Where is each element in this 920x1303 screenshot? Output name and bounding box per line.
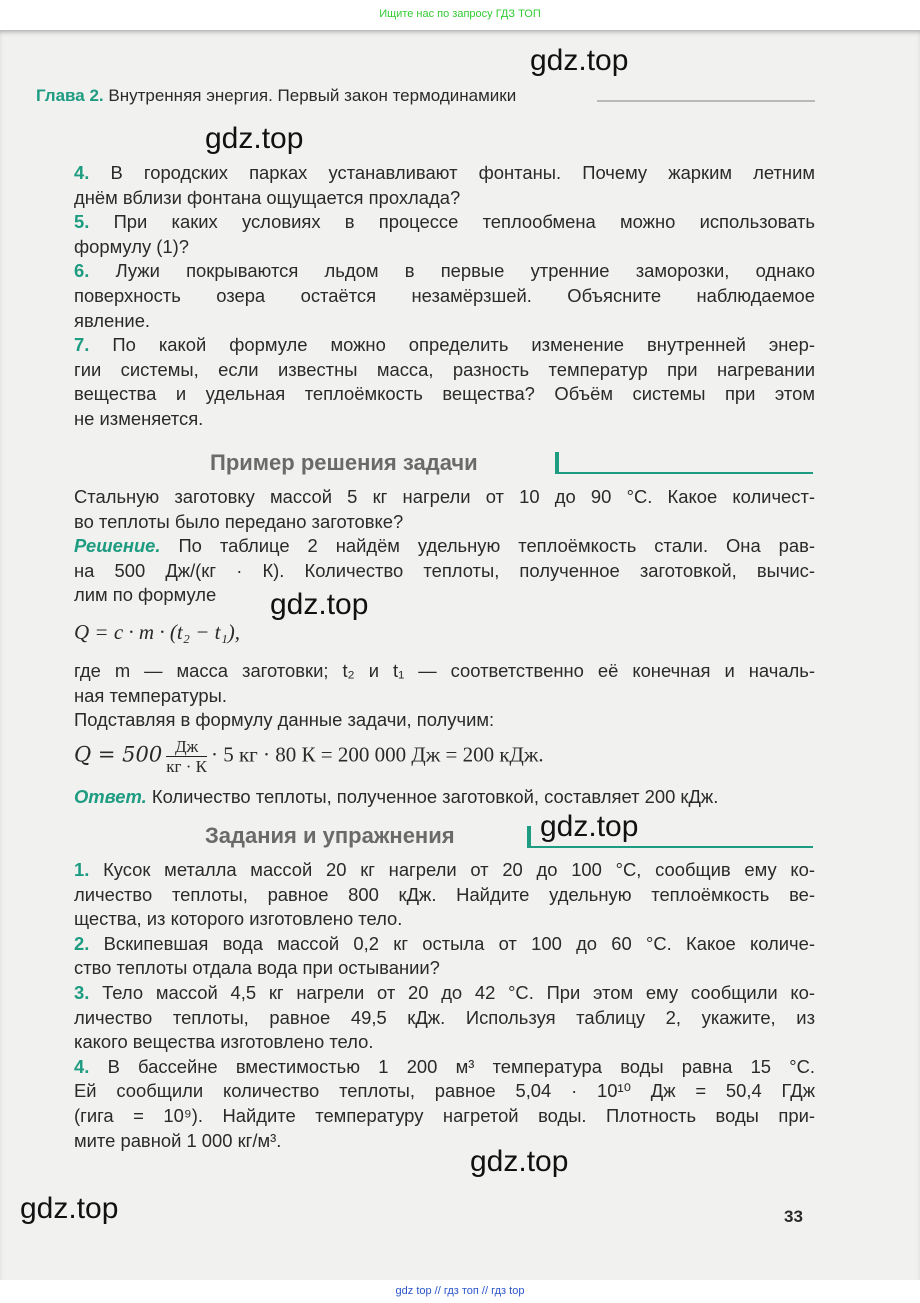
- exercise-2: 2. Вскипевшая вода массой 0,2 кг остыла от 100 до 60 °С. Какое количе-: [74, 932, 815, 954]
- exercise-line: ство теплоты отдала вода при остывании?: [74, 957, 440, 979]
- question-line: гии системы, если известны масса, разность температур при нагревании: [74, 358, 815, 380]
- exercise-line: Ей сообщили количество теплоты, равное 5,04 · 10¹⁰ Дж = 50,4 ГДж: [74, 1080, 815, 1102]
- exercise-4: 4. В бассейне вместимостью 1 200 м³ температура воды равна 15 °С.: [74, 1055, 815, 1077]
- formula-calculation: [74, 737, 544, 776]
- page-number: 33: [784, 1207, 803, 1226]
- fraction-denominator: кг · К: [166, 757, 207, 776]
- question-line: вещества и удельная теплоёмкость вещества? Объём системы при этом: [74, 383, 815, 405]
- exercise-line: личество теплоты, равное 800 кДж. Найдите удельную теплоёмкость ве-: [74, 883, 815, 905]
- example-answer: [74, 785, 815, 810]
- question-5: 5. При каких условиях в процессе теплообмена можно использовать: [74, 211, 815, 233]
- exercise-line: (гига = 10⁹). Найдите температуру нагретой воды. Плотность воды при-: [74, 1104, 815, 1126]
- heading-accent: [555, 452, 559, 474]
- question-line: днём вблизи фонтана ощущается прохлада?: [74, 186, 461, 208]
- watermark: gdz.top: [470, 1145, 569, 1178]
- heading-rule: [555, 472, 813, 474]
- exercise-3: 3. Тело массой 4,5 кг нагрели от 20 до 42 °С. При этом ему сообщили ко-: [74, 981, 815, 1003]
- answer-label: Ответ.: [74, 786, 147, 807]
- question-7: 7. По какой формуле можно определить изменение внутренней энер-: [74, 334, 815, 356]
- exercise-line: щества, из которого изготовлено тело.: [74, 908, 403, 930]
- question-6: 6. Лужи покрываются льдом в первые утренние заморозки, однако: [74, 260, 815, 282]
- heading-rule: [527, 846, 813, 848]
- where-line: ная температуры.: [74, 684, 227, 706]
- problem-line: Стальную заготовку массой 5 кг нагрели от 10 до 90 °С. Какое количест-: [74, 486, 815, 507]
- solution-line: Решение. По таблице 2 найдём удельную теплоёмкость стали. Она рав-: [74, 535, 815, 557]
- answer-text: Количество теплоты, полученное заготовкой, составляет 200 кДж.: [151, 786, 719, 807]
- footer-links[interactable]: gdz top // гдз топ // гдз top: [0, 1280, 920, 1303]
- example-heading: Пример решения задачи: [210, 450, 478, 475]
- exercises-heading: Задания и упражнения: [205, 823, 455, 848]
- question-4: 4. В городских парках устанавливают фонтаны. Почему жарким летним: [74, 162, 815, 183]
- chapter-title: Внутренняя энергия. Первый закон термодинамики: [108, 86, 517, 105]
- formula-left: Q = 500: [74, 742, 163, 767]
- questions-list: [74, 161, 815, 432]
- exercise-line: личество теплоты, равное 49,5 кДж. Используя таблицу 2, укажите, из: [74, 1006, 815, 1028]
- fraction: [166, 737, 207, 776]
- watermark: gdz.top: [270, 588, 369, 621]
- watermark: gdz.top: [205, 122, 304, 155]
- watermark: gdz.top: [530, 44, 629, 77]
- exercise-line: мите равной 1 000 кг/м³.: [74, 1129, 282, 1151]
- exercises-list: [74, 858, 815, 1153]
- chapter-header: [36, 86, 516, 106]
- substitute-line: Подставляя в формулу данные задачи, получим:: [74, 709, 495, 731]
- fraction-numerator: Дж: [166, 737, 207, 757]
- exercise-line: какого вещества изготовлено тело.: [74, 1031, 374, 1053]
- question-line: явление.: [74, 309, 151, 331]
- question-line: формулу (1)?: [74, 235, 189, 257]
- solution-line: на 500 Дж/(кг · К). Количество теплоты, полученное заготовкой, вычис-: [74, 559, 815, 581]
- top-banner-link[interactable]: Ищите нас по запросу ГДЗ ТОП: [0, 0, 920, 30]
- header-rule: [597, 100, 815, 102]
- formula-right: · 5 кг · 80 К = 200 000 Дж = 200 кДж.: [210, 742, 544, 767]
- watermark: gdz.top: [540, 810, 639, 843]
- watermark: gdz.top: [20, 1192, 119, 1225]
- example-problem: [74, 485, 815, 608]
- question-line: поверхность озера остаётся незамёрзшей. Объясните наблюдаемое: [74, 284, 815, 306]
- problem-line: во теплоты было передано заготовке?: [74, 510, 404, 532]
- where-line: где m — масса заготовки; t₂ и t₁ — соответственно её конечная и началь-: [74, 660, 815, 681]
- example-where: [74, 659, 815, 733]
- question-line: не изменяется.: [74, 407, 204, 429]
- chapter-label: Глава 2.: [36, 86, 104, 105]
- solution-line: лим по формуле: [74, 584, 217, 606]
- heading-accent: [527, 826, 531, 848]
- exercise-1: 1. Кусок металла массой 20 кг нагрели от 20 до 100 °С, сообщив ему ко-: [74, 859, 815, 880]
- formula-heat: Q = c · m · (t₂ − t₁),: [74, 620, 241, 644]
